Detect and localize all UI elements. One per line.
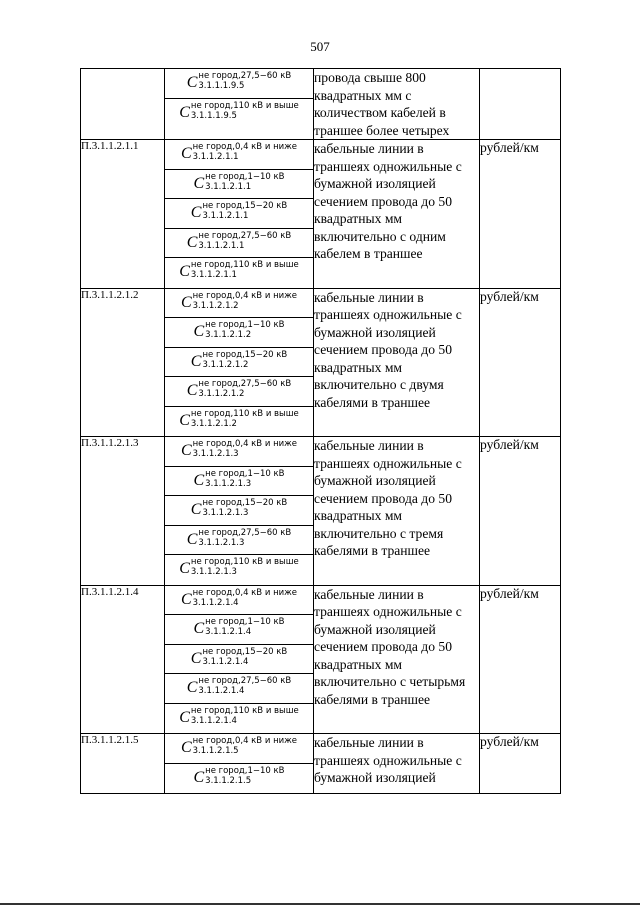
unit-cell: рублей/км [480, 734, 561, 794]
formula-c-04: C не город,0,4 кВ и ниже 3.1.1.2.1.3 [165, 437, 313, 467]
formula-c-27-60: C не город,27,5−60 кВ 3.1.1.2.1.3 [165, 526, 313, 556]
table-row [81, 437, 561, 586]
unit-cell: рублей/км [480, 585, 561, 734]
table-row [81, 734, 561, 794]
description-cell: провода свыше 800 квадратных мм с количеством кабелей в траншее более четырех [314, 69, 480, 140]
tariff-table [80, 68, 561, 794]
table-row-continued [81, 69, 561, 140]
formula-c-27-60: C не город,27,5−60 кВ 3.1.1.2.1.2 [165, 377, 313, 407]
description-cell: кабельные линии в траншеях одножильные с бумажной изоляцией сечением провода до 50 квадратных мм включительно с двумя кабелями в траншее [314, 288, 480, 437]
formula-c-1-10: C не город,1−10 кВ 3.1.1.2.1.1 [165, 170, 313, 200]
formula-c-1-10: C не город,1−10 кВ 3.1.1.2.1.2 [165, 318, 313, 348]
formula-c-110: C не город,110 кВ и выше 3.1.1.1.9.5 [179, 100, 299, 121]
table-row [81, 288, 561, 437]
formula-cell [165, 69, 314, 140]
formula-c-15-20: C не город,15−20 кВ 3.1.1.2.1.2 [165, 348, 313, 378]
formula-c-04: C не город,0,4 кВ и ниже 3.1.1.2.1.4 [165, 586, 313, 616]
code-cell [81, 69, 165, 140]
unit-cell: рублей/км [480, 140, 561, 289]
formula-c-110: C не город,110 кВ и выше 3.1.1.2.1.2 [179, 408, 299, 429]
formula-cell [165, 437, 314, 586]
formula-c-1-10: C не город,1−10 кВ 3.1.1.2.1.3 [165, 467, 313, 497]
code-cell: П.3.1.1.2.1.4 [81, 585, 165, 734]
code-cell: П.3.1.1.2.1.1 [81, 140, 165, 289]
description-cell: кабельные линии в траншеях одножильные с бумажной изоляцией сечением провода до 50 квадратных мм включительно с четырьмя кабелями в траншее [314, 585, 480, 734]
formula-c-27-60: C не город,27,5−60 кВ 3.1.1.2.1.1 [165, 229, 313, 259]
formula-c-1-10: C не город,1−10 кВ 3.1.1.2.1.4 [165, 615, 313, 645]
page-number: 507 [310, 39, 330, 54]
formula-c-110: C не город,110 кВ и выше 3.1.1.2.1.1 [179, 260, 299, 280]
formula-c-15-20: C не город,15−20 кВ 3.1.1.2.1.3 [165, 496, 313, 526]
description-cell: кабельные линии в траншеях одножильные с бумажной изоляцией сечением провода до 50 квадратных мм включительно с тремя кабелями в траншее [314, 437, 480, 586]
unit-cell: рублей/км [480, 437, 561, 586]
formula-c-27-60: C не город,27,5−60 кВ 3.1.1.2.1.4 [165, 674, 313, 704]
unit-cell [480, 69, 561, 140]
formula-c-110: C не город,110 кВ и выше 3.1.1.2.1.3 [179, 557, 299, 577]
formula-c-15-20: C не город,15−20 кВ 3.1.1.2.1.1 [165, 199, 313, 229]
formula-c-27-60: C не город,27,5−60 кВ 3.1.1.1.9.5 [165, 69, 313, 99]
formula-cell [165, 140, 314, 289]
formula-c-15-20: C не город,15−20 кВ 3.1.1.2.1.4 [165, 645, 313, 675]
code-cell: П.3.1.1.2.1.5 [81, 734, 165, 794]
description-cell: кабельные линии в траншеях одножильные с бумажной изоляцией [314, 734, 480, 794]
code-cell: П.3.1.1.2.1.2 [81, 288, 165, 437]
formula-cell [165, 585, 314, 734]
table-row [81, 585, 561, 734]
table-row [81, 140, 561, 289]
formula-c-04: C не город,0,4 кВ и ниже 3.1.1.2.1.2 [165, 289, 313, 319]
formula-c-1-10: C не город,1−10 кВ 3.1.1.2.1.5 [193, 765, 285, 786]
formula-c-110: C не город,110 кВ и выше 3.1.1.2.1.4 [179, 705, 299, 726]
code-cell: П.3.1.1.2.1.3 [81, 437, 165, 586]
formula-cell [165, 288, 314, 437]
unit-cell: рублей/км [480, 288, 561, 437]
formula-c-04: C не город,0,4 кВ и ниже 3.1.1.2.1.5 [165, 734, 313, 764]
description-cell: кабельные линии в траншеях одножильные с бумажной изоляцией сечением провода до 50 квадратных мм включительно с одним кабелем в траншее [314, 140, 480, 289]
formula-c-04: C не город,0,4 кВ и ниже 3.1.1.2.1.1 [165, 140, 313, 170]
formula-cell [165, 734, 314, 794]
